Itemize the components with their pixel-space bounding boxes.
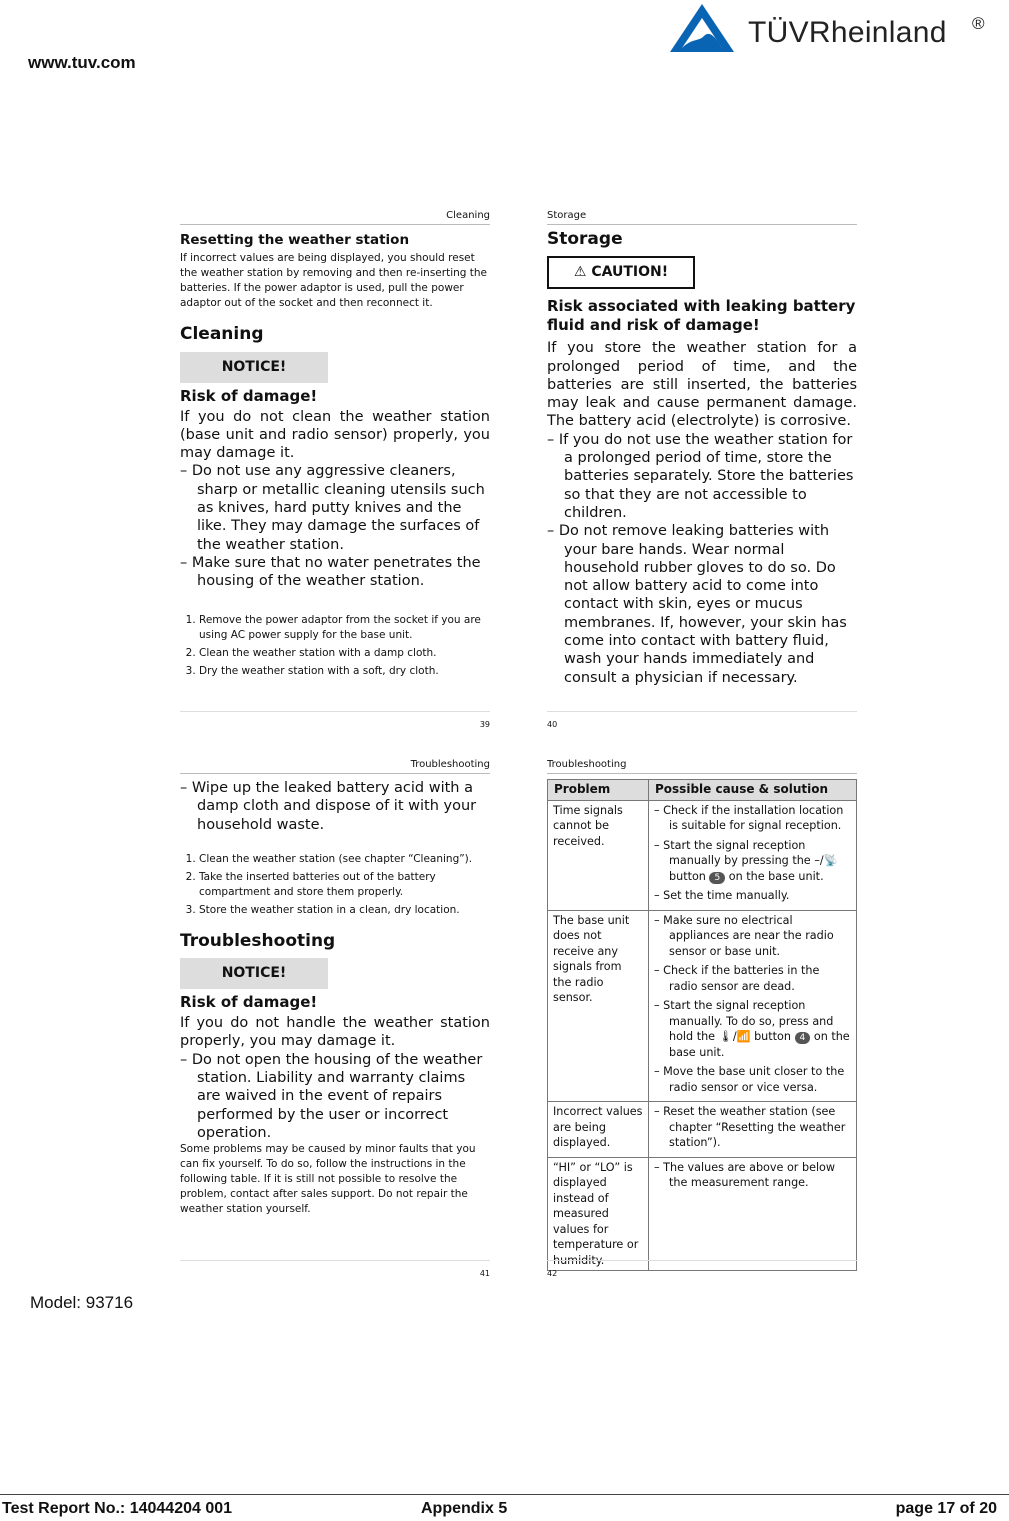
step-item: 2. Take the inserted batteries out of the battery compartment and store them properly.: [199, 870, 490, 900]
column-header-solution: Possible cause & solution: [649, 780, 857, 801]
manual-page-39: [180, 210, 490, 730]
page-header: Troubleshooting: [547, 759, 857, 774]
problem-cell: The base unit does not receive any signals from the radio sensor.: [548, 910, 649, 1102]
step-item: 1. Remove the power adaptor from the socket if you are using AC power supply for the base unit.: [199, 613, 490, 643]
report-number: Test Report No.: 14044204 001: [2, 1500, 233, 1517]
bullet-item: – Wipe up the leaked battery acid with a damp cloth and dispose of it with your household waste.: [180, 780, 477, 833]
page-header: Storage: [547, 210, 857, 225]
solution-item: – Set the time manually.: [654, 889, 790, 902]
solution-cell: [649, 1157, 857, 1271]
solution-cell: [649, 1102, 857, 1158]
solution-item: – Make sure no electrical appliances are near the radio sensor or base unit.: [654, 913, 834, 958]
reset-text: If incorrect values are being displayed, you should reset the weather station by removing and then re-inserting the batteries. If the power adaptor is used, pull the power adaptor out of the socket and then reconnect it.: [180, 252, 488, 310]
table-row: [548, 1157, 857, 1271]
page-header: Cleaning: [180, 210, 490, 225]
appendix-label: Appendix 5: [421, 1500, 508, 1517]
problem-cell: Time signals cannot be received.: [548, 800, 649, 910]
solution-item: – Move the base unit closer to the radio sensor or vice versa.: [654, 1065, 845, 1094]
website-url: www.tuv.com: [28, 53, 136, 72]
step-item: 1. Clean the weather station (see chapter “Cleaning”).: [199, 852, 490, 867]
page-number: 40: [547, 711, 857, 734]
solution-cell: [649, 910, 857, 1102]
problem-cell: Incorrect values are being displayed.: [548, 1102, 649, 1158]
page-number: 41: [180, 1260, 490, 1283]
registered-mark: ®: [972, 14, 985, 33]
caution-label: CAUTION!: [591, 264, 669, 281]
step-item: 2. Clean the weather station with a damp cloth.: [199, 646, 490, 661]
page-number: 39: [180, 711, 490, 734]
problem-cell: “HI” or “LO” is displayed instead of measured values for temperature or humidity.: [548, 1157, 649, 1271]
reset-title: Resetting the weather station: [180, 232, 410, 248]
intro-text: If you do not clean the weather station (base unit and radio sensor) properly, you may damage it.: [180, 408, 490, 462]
solution-item: [654, 998, 851, 1060]
risk-heading: Risk of damage!: [180, 993, 318, 1012]
caution-box: [547, 256, 695, 289]
troubleshooting-table: [547, 779, 857, 1271]
solution-item: – Reset the weather station (see chapter “Resetting the weather station”).: [654, 1105, 846, 1149]
troubleshooting-title: Troubleshooting: [180, 930, 336, 951]
model-label: Model: 93716: [30, 1293, 134, 1312]
step-item: 3. Store the weather station in a clean, dry location.: [199, 903, 490, 918]
button-5-badge: 5: [709, 872, 725, 884]
intro-text: If you store the weather station for a prolonged period of time, and the batteries are still inserted, the batteries may leak and cause permanent damage. The battery acid (electrolyte) is corrosive.: [547, 340, 857, 430]
notice-box: NOTICE!: [180, 352, 328, 383]
table-row: [548, 910, 857, 1102]
closing-text: Some problems may be caused by minor faults that you can fix yourself. To do so, follow the instructions in the following table. If it is still not possible to resolve the problem, contact after sales support. Do not repair the weather station yourself.: [180, 1143, 476, 1216]
manual-page-40: [547, 210, 857, 730]
solution-item: – Check if the batteries in the radio sensor are dead.: [654, 964, 820, 993]
solution-text: – Start the signal reception manually. To do so, press and hold the 🌡/📶 button: [654, 999, 834, 1043]
step-item: 3. Dry the weather station with a soft, dry cloth.: [199, 664, 490, 679]
cleaning-title: Cleaning: [180, 324, 264, 345]
bullet-item: – Do not open the housing of the weather station. Liability and warranty claims are waived in the event of repairs performed by the user or incorrect operation.: [180, 1051, 483, 1141]
risk-heading: Risk associated with leaking battery fluid and risk of damage!: [547, 297, 856, 335]
solution-text: – Start the signal reception manually by pressing the –/📡 button: [654, 838, 838, 883]
page-number: 42: [547, 1260, 857, 1283]
manual-page-42: [547, 759, 857, 1279]
solution-item: [654, 838, 851, 885]
bullet-item: – If you do not use the weather station for a prolonged period of time, store the batteries separately. Store the batteries so that they are not accessible to children.: [547, 431, 854, 521]
storage-title: Storage: [547, 229, 623, 249]
notice-box: NOTICE!: [180, 958, 328, 989]
tuv-triangle-logo-icon: [668, 2, 736, 54]
bullet-item: – Do not use any aggressive cleaners, sharp or metallic cleaning utensils such as knives, hard putty knives and the like. They may damage the surfaces of the weather station.: [180, 463, 485, 553]
manual-page-41: [180, 759, 490, 1279]
page-count: page 17 of 20: [895, 1500, 997, 1517]
column-header-problem: Problem: [548, 780, 649, 801]
risk-heading: Risk of damage!: [180, 386, 318, 405]
bullet-item: – Make sure that no water penetrates the housing of the weather station.: [180, 554, 481, 590]
solution-suffix: on the base unit.: [669, 1030, 850, 1059]
solution-item: – Check if the installation location is suitable for signal reception.: [654, 803, 844, 832]
button-4-badge: 4: [795, 1032, 811, 1044]
intro-text: If you do not handle the weather station properly, you may damage it.: [180, 1015, 490, 1050]
solution-cell: [649, 800, 857, 910]
solution-item: – The values are above or below the measurement range.: [654, 1160, 836, 1189]
table-row: [548, 800, 857, 910]
bullet-item: – Do not remove leaking batteries with your bare hands. Wear normal household rubber gloves to do so. Do not allow battery acid to come into contact with skin, eyes or mucus membranes. If, however, your skin has come into contact with battery fluid, wash your hands immediately and consult a physician if necessary.: [547, 523, 847, 686]
table-row: [548, 1102, 857, 1158]
page-header: Troubleshooting: [180, 759, 490, 774]
brand-name: TÜVRheinland: [748, 16, 947, 49]
warning-triangle-icon: ⚠: [573, 264, 587, 281]
solution-suffix: on the base unit.: [728, 869, 824, 883]
footer-divider: [0, 1494, 1009, 1495]
